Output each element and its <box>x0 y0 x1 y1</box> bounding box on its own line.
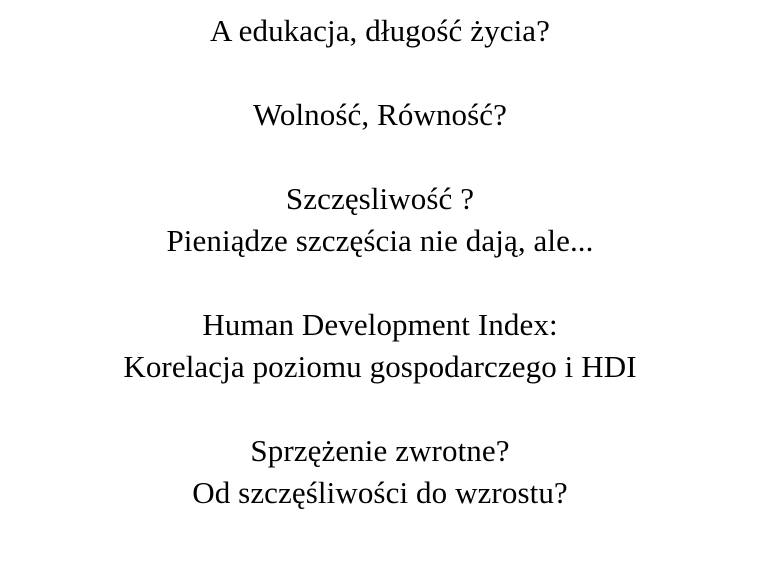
slide-line-blank <box>14 388 746 430</box>
slide-line: Pieniądze szczęścia nie dają, ale... <box>166 223 594 258</box>
slide-line: A edukacja, długość życia? <box>209 13 550 48</box>
slide-line: Od szczęśliwości do wzrostu? <box>192 475 568 510</box>
slide-line-blank <box>14 52 746 94</box>
slide-line-blank <box>14 262 746 304</box>
slide-line: Wolność, Równość? <box>252 97 508 132</box>
slide-line-blank <box>14 136 746 178</box>
slide-line: Szczęsliwość ? <box>285 181 475 216</box>
slide-line: Sprzężenie zwrotne? <box>250 433 510 468</box>
slide-line: Human Development Index: <box>202 307 558 342</box>
slide-line: Korelacja poziomu gospodarczego i HDI <box>123 349 637 384</box>
